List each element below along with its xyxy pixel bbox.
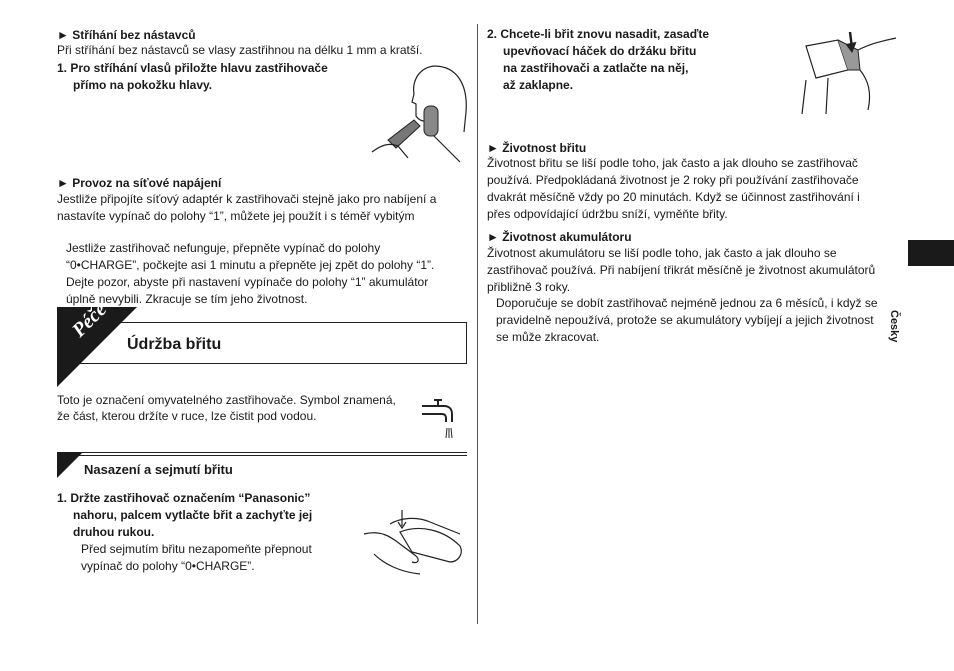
mounting-step2-line2: upevňovací háček do držáku břitu [503,44,697,58]
mounting-step1-note-line1: Před sejmutím břitu nezapomeňte přepnout [81,542,312,556]
column-divider [477,24,478,624]
head-trimming-illustration [368,62,472,166]
battery-note-line2: pravidelně nepoužívá, protože se akumulátory vybíjejí a jejich životnost [496,313,874,327]
washable-faucet-icon [418,396,464,442]
battery-life-line1: Životnost akumulátoru se liší podle toho, jak často a jak dlouho se [487,246,837,260]
mounting-step1-note-line2: vypínač do polohy “0•CHARGE”. [81,559,255,573]
subsection-rule-bottom [57,455,467,456]
mains-text-line2: nastavíte vypínač do polohy “1”, můžete jej použít i s téměř vybitým [57,209,415,223]
blade-attach-illustration [798,30,898,116]
blade-removal-illustration [360,504,468,578]
cutting-intro-text: Při stříhání bez nástavců se vlasy zastřihnou na délku 1 mm a kratší. [57,43,423,57]
subsection-marker [57,452,83,478]
blade-life-line2: používá. Předpokládaná životnost je 2 roky při používání zastřihovače [487,173,859,187]
mounting-step2-line1: 2. Chcete-li břit znovu nasadit, zasaďte [487,27,710,41]
blade-life-line3: dvakrát měsíčně vždy po 20 minutách. Když se účinnost zastřihování i [487,190,860,204]
mains-note-line4: úplně nevybili. Zkracuje se tím jeho životnost. [66,292,308,306]
mounting-step1-line2: nahoru, palcem vytlačte břit a zachyťte jej [73,508,313,522]
mounting-step2-line3: na zastřihovači a zatlačte na něj, [503,61,689,75]
mains-note-line3: Dejte pozor, abyste při nastavení vypínače do polohy “1” akumulátor [66,275,429,289]
subsection-title-blade-mounting: Nasazení a sejmutí břitu [84,462,233,477]
battery-life-line3: přibližně 3 roky. [487,280,571,294]
mounting-step1-line3: druhou rukou. [73,525,155,539]
blade-life-line1: Životnost břitu se liší podle toho, jak často a jak dlouho se zastřihovač [487,156,858,170]
language-tab-marker [908,240,954,266]
mounting-step1-line1: 1. Držte zastřihovač označením “Panasonic” [57,491,311,505]
blade-life-line4: přes odpovídající údržbu sníží, vyměňte břity. [487,207,728,221]
care-section-tab-label: Péče [68,298,112,342]
cutting-step1-line1: 1. Pro stříhání vlasů přiložte hlavu zastřihovače [57,61,328,75]
washable-text-line2: že část, kterou držíte v ruce, lze čistit pod vodou. [57,409,317,423]
battery-life-line2: zastřihovač používá. Při nabíjení třikrát měsíčně je životnost akumulátorů [487,263,876,277]
washable-text-line1: Toto je označení omyvatelného zastřihovače. Symbol znamená, [57,393,396,407]
mounting-step2-line4: až zaklapne. [503,78,574,92]
section-heading-mains-operation: ► Provoz na síťové napájení [57,176,222,190]
mains-text-line1: Jestliže připojíte síťový adaptér k zastřihovači stejně jako pro nabíjení a [57,192,437,206]
mains-note-line2: “0•CHARGE”, počkejte asi 1 minutu a přepněte jej zpět do polohy “1”. [66,258,435,272]
subsection-rule-top [57,452,467,453]
cutting-step1-line2: přímo na pokožku hlavy. [73,78,213,92]
care-section-title: Údržba břitu [127,336,222,353]
section-heading-blade-life: ► Životnost břitu [487,141,587,155]
battery-note-line1: Doporučuje se dobít zastřihovač nejméně jednou za 6 měsíců, i když se [496,296,878,310]
battery-note-line3: se může zkracovat. [496,330,600,344]
language-label: Česky [888,310,900,343]
section-heading-battery-life: ► Životnost akumulátoru [487,230,632,244]
section-heading-cutting-without-attachment: ► Stříhání bez nástavců [57,28,196,42]
mains-note-line1: Jestliže zastřihovač nefunguje, přepněte vypínač do polohy [66,241,381,255]
